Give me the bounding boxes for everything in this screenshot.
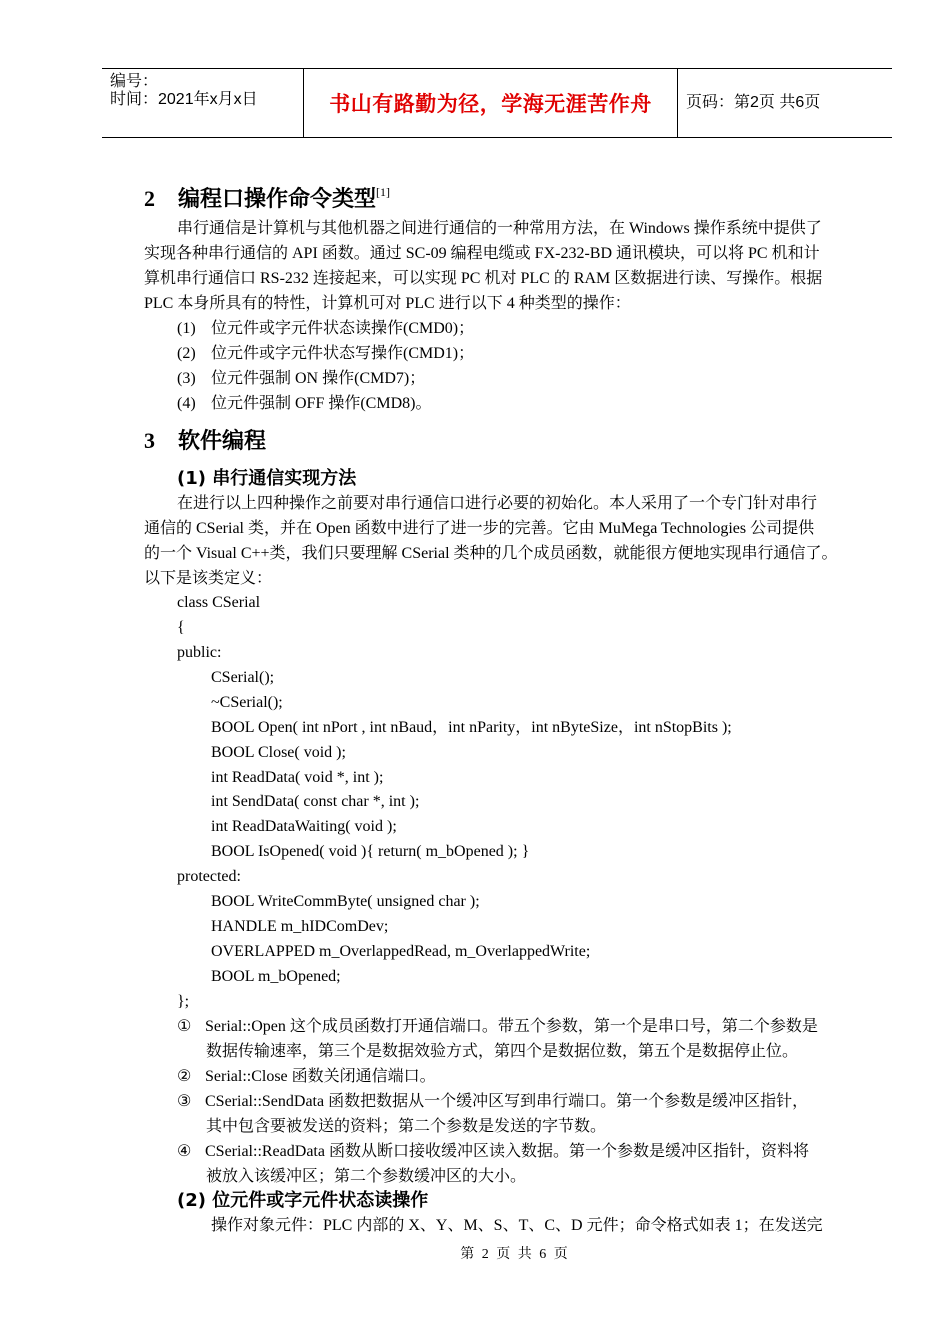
header-info-cell bbox=[102, 69, 304, 137]
paragraph-line: 以下是该类定义： bbox=[144, 570, 273, 587]
note-continuation: 数据传输速率，第三个是数据效验方式，第四个是数据位数，第五个是数据停止位。 bbox=[206, 1043, 799, 1060]
note-item bbox=[177, 1016, 818, 1038]
note-text: Serial::Open 这个成员函数打开通信端口。带五个参数，第一个是串口号，第二个参数是 bbox=[205, 1018, 818, 1035]
code-line: public: bbox=[177, 644, 222, 661]
note-text: Serial::Close 函数关闭通信端口。 bbox=[205, 1068, 436, 1085]
list-text: 位元件强制 ON 操作(CMD7)； bbox=[211, 370, 426, 387]
subsection-heading: (2) 位元件或字元件状态读操作 bbox=[177, 1190, 429, 1211]
note-item bbox=[177, 1141, 809, 1163]
note-number: ① bbox=[177, 1018, 192, 1035]
note-number: ③ bbox=[177, 1093, 192, 1110]
paragraph-line: 串行通信是计算机与其他机器之间进行通信的一种常用方法，在 Windows 操作系统中提供了 bbox=[177, 220, 822, 237]
note-text: CSerial::ReadData 函数从断口接收缓冲区读入数据。第一个参数是缓冲区指针，资料将 bbox=[205, 1143, 809, 1160]
note-item bbox=[177, 1091, 808, 1113]
code-line: { bbox=[177, 619, 185, 636]
note-text: CSerial::SendData 函数把数据从一个缓冲区写到串行端口。第一个参数是缓冲区指针， bbox=[205, 1093, 809, 1110]
paragraph-line: 的一个 Visual C++类，我们只要理解 CSerial 类种的几个成员函数，就能很方便地实现串行通信了。 bbox=[144, 545, 838, 562]
page-footer: 第 2 页 共 6 页 bbox=[460, 1247, 570, 1262]
code-line: BOOL m_bOpened; bbox=[211, 968, 341, 985]
header-page-cell bbox=[678, 69, 892, 137]
code-line: }; bbox=[177, 993, 190, 1010]
list-item bbox=[177, 368, 425, 390]
subsection-heading: (1) 串行通信实现方法 bbox=[177, 468, 357, 489]
section-number: 3 bbox=[144, 428, 155, 453]
code-line: class CSerial bbox=[177, 594, 261, 611]
time-label: 时间：2021年x月x日 bbox=[110, 91, 258, 108]
paragraph-line: 实现各种串行通信的 API 函数。通过 SC-09 编程电缆或 FX-232-BD 通讯模块，可以将 PC 机和计 bbox=[144, 245, 820, 262]
code-line: BOOL IsOpened( void ){ return( m_bOpened ); } bbox=[211, 843, 530, 860]
note-continuation: 被放入该缓冲区；第二个参数缓冲区的大小。 bbox=[206, 1168, 527, 1185]
code-line: ~CSerial(); bbox=[211, 694, 283, 711]
motto: 书山有路勤为径，学海无涯苦作舟 bbox=[329, 92, 652, 116]
note-item bbox=[177, 1066, 436, 1088]
note-number: ② bbox=[177, 1068, 192, 1085]
list-text: 位元件或字元件状态写操作(CMD1)； bbox=[211, 345, 475, 362]
code-line: HANDLE m_hIDComDev; bbox=[211, 918, 389, 935]
code-line: CSerial(); bbox=[211, 669, 275, 686]
code-line: protected: bbox=[177, 868, 241, 885]
reference-mark: [1] bbox=[376, 185, 391, 199]
header-motto-cell bbox=[304, 69, 678, 137]
paragraph-line: PLC 本身所具有的特性，计算机可对 PLC 进行以下 4 种类型的操作： bbox=[144, 295, 631, 312]
code-line: BOOL Close( void ); bbox=[211, 744, 346, 761]
list-item bbox=[177, 393, 431, 415]
paragraph-line: 在进行以上四种操作之前要对串行通信口进行必要的初始化。本人采用了一个专门针对串行 bbox=[177, 495, 818, 512]
note-continuation: 其中包含要被发送的资料；第二个参数是发送的字节数。 bbox=[206, 1118, 607, 1135]
code-line: BOOL WriteCommByte( unsigned char ); bbox=[211, 893, 480, 910]
number-label: 编号： bbox=[110, 73, 159, 90]
page-number-label: 页码：第2页 共6页 bbox=[686, 94, 821, 111]
paragraph-line: 通信的 CSerial 类，并在 Open 函数中进行了进一步的完善。它由 MuMega Technologies 公司提供 bbox=[144, 520, 815, 537]
note-number: ④ bbox=[177, 1143, 192, 1160]
list-number: (3) bbox=[177, 370, 196, 387]
code-line: int ReadDataWaiting( void ); bbox=[211, 818, 397, 835]
list-number: (1) bbox=[177, 320, 196, 337]
paragraph-line: 操作对象元件：PLC 内部的 X、Y、M、S、T、C、D 元件；命令格式如表 1；在发送完 bbox=[211, 1217, 823, 1234]
section-title: 软件编程 bbox=[178, 429, 267, 454]
code-line: OVERLAPPED m_OverlappedRead, m_OverlappedWrite; bbox=[211, 943, 591, 960]
section-2-heading bbox=[144, 178, 390, 214]
list-item bbox=[177, 343, 474, 365]
list-number: (2) bbox=[177, 345, 196, 362]
list-text: 位元件强制 OFF 操作(CMD8)。 bbox=[211, 395, 432, 412]
code-line: int SendData( const char *, int ); bbox=[211, 793, 420, 810]
code-line: int ReadData( void *, int ); bbox=[211, 769, 384, 786]
list-text: 位元件或字元件状态读操作(CMD0)； bbox=[211, 320, 475, 337]
section-number: 2 bbox=[144, 186, 155, 211]
page-header bbox=[102, 68, 892, 138]
code-line: BOOL Open( int nPort , int nBaud，int nParity，int nByteSize，int nStopBits ); bbox=[211, 719, 732, 736]
list-item bbox=[177, 318, 474, 340]
section-title: 编程口操作命令类型 bbox=[178, 187, 377, 212]
paragraph-line: 算机串行通信口 RS-232 连接起来，可以实现 PC 机对 PLC 的 RAM 区数据进行读、写操作。根据 bbox=[144, 270, 823, 287]
list-number: (4) bbox=[177, 395, 196, 412]
section-3-heading bbox=[144, 427, 266, 456]
